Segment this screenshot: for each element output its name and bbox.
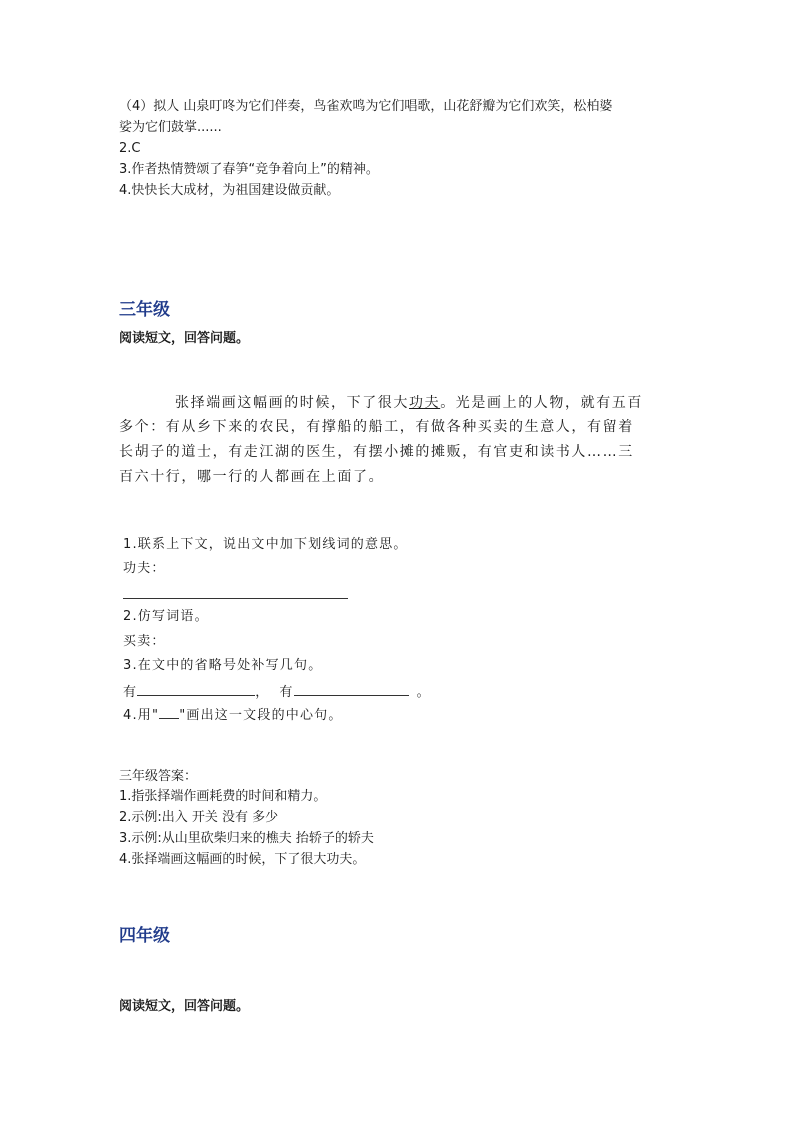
question-4: 4.用" "画出这一文段的中心句。 [123,708,343,723]
answer-blank-line[interactable] [123,598,348,599]
fill-blank[interactable] [294,683,409,696]
answer-line: 3.示例:从山里砍柴归来的樵夫 抬轿子的轿夫 [119,831,374,846]
answer-line: 2.示例:出入 开关 没有 多少 [119,810,279,825]
answer-line: 2.C [119,141,141,156]
fill-blank[interactable] [137,683,255,696]
question-1: 1.联系上下文，说出文中加下划线词的意思。 [123,537,408,552]
grade4-instruction: 阅读短文，回答问题。 [119,999,250,1014]
question-3-blanks: 有 ， 有 。 [123,685,431,700]
answer-line: 3.作者热情赞颂了春笋“竞争着向上”的精神。 [119,162,379,177]
passage-line: 百六十行，哪一行的人都画在上面了。 [119,469,385,485]
question-2: 2.仿写词语。 [123,609,209,624]
question-2-label: 买卖： [123,634,166,649]
grade3-instruction: 阅读短文，回答问题。 [119,331,250,346]
answer-line: 4.张择端画这幅画的时候，下了很大功夫。 [119,852,366,867]
passage-line: 长胡子的道士，有走江湖的医生，有摆小摊的摊贩，有官吏和读书人……三 [119,444,634,460]
underline-mark [159,706,179,719]
question-3: 3.在文中的省略号处补写几句。 [123,658,323,673]
underlined-word: 功夫 [409,395,441,411]
passage-line: 多个：有从乡下来的农民，有撑船的船工，有做各种买卖的生意人，有留着 [119,419,634,435]
grade3-heading: 三年级 [119,300,170,320]
passage-line: 张择端画这幅画的时候，下了很大功夫。光是画上的人物，就有五百 [175,395,644,411]
question-1-label: 功夫： [123,561,166,576]
answer-line: 1.指张择端作画耗费的时间和精力。 [119,789,327,804]
answer-line: （4）拟人 山泉叮咚为它们伴奏，鸟雀欢鸣为它们唱歌，山花舒瓣为它们欢笑，松柏婆 [119,99,613,114]
answer-line: 4.快快长大成材，为祖国建设做贡献。 [119,183,340,198]
grade4-heading: 四年级 [119,926,170,946]
answers-title: 三年级答案： [119,769,198,784]
answer-line: 娑为它们鼓掌...... [119,120,222,135]
